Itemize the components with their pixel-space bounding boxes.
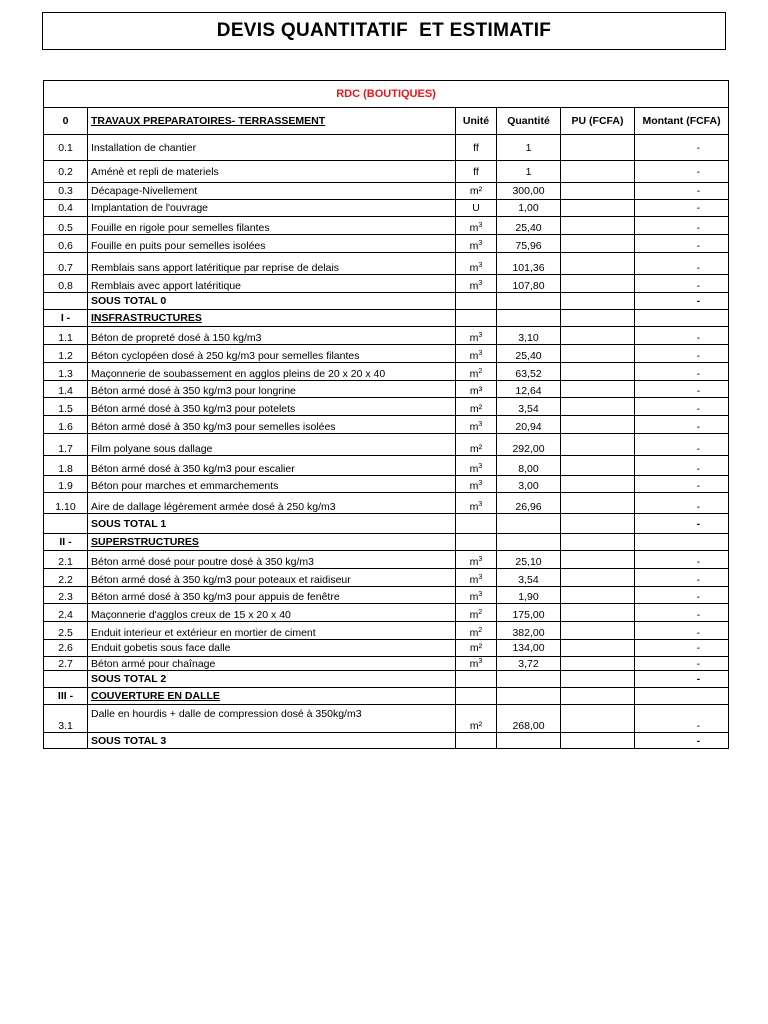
row-unit xyxy=(456,456,497,476)
row-unit-price xyxy=(561,705,635,733)
row-amount: - xyxy=(635,604,729,622)
row-amount xyxy=(635,534,729,551)
unit-label: m³ xyxy=(469,385,483,397)
row-amount: - xyxy=(635,456,729,476)
row-unit xyxy=(456,183,497,200)
unit-label: m xyxy=(469,262,479,274)
row-amount: - xyxy=(635,345,729,363)
section-heading: RDC (BOUTIQUES) xyxy=(44,81,729,108)
row-number: 0.4 xyxy=(44,200,88,217)
row-unit-price xyxy=(561,310,635,327)
row-description: Remblais sans apport latéritique par reprise de delais xyxy=(88,253,456,275)
row-quantity: 25,40 xyxy=(497,345,561,363)
subtotal-label: SOUS TOTAL 3 xyxy=(88,733,456,749)
unit-exponent: 3 xyxy=(478,240,483,247)
row-unit-price xyxy=(561,381,635,398)
row-unit xyxy=(456,253,497,275)
table-row xyxy=(44,416,729,434)
table-row xyxy=(44,135,729,161)
row-unit-price xyxy=(561,161,635,183)
unit-label: ff xyxy=(473,141,479,154)
table-row xyxy=(44,622,729,640)
row-quantity xyxy=(497,534,561,551)
section-number: II - xyxy=(44,534,88,551)
unit-exponent: 2 xyxy=(478,627,483,634)
row-description: Dalle en hourdis + dalle de compression dosé à 350kg/m3 xyxy=(88,705,456,733)
unit-label: U xyxy=(472,202,480,214)
row-number: 2.4 xyxy=(44,604,88,622)
row-number: 2.2 xyxy=(44,569,88,587)
unit-exponent: 3 xyxy=(478,463,483,470)
row-description: Implantation de l'ouvrage xyxy=(88,200,456,217)
subtotal-label: SOUS TOTAL 2 xyxy=(88,671,456,688)
unit-label: m xyxy=(469,609,479,621)
row-number xyxy=(44,293,88,310)
unit-label: m xyxy=(469,591,479,603)
row-quantity xyxy=(497,310,561,327)
row-number: 2.7 xyxy=(44,657,88,671)
row-description: Béton armé dosé à 350 kg/m3 pour semelles isolées xyxy=(88,416,456,434)
row-description: Aire de dallage légèrement armée dosé à 250 kg/m3 xyxy=(88,493,456,514)
row-description: Maçonnerie de soubassement en agglos pleins de 20 x 20 x 40 xyxy=(88,363,456,381)
row-number xyxy=(44,733,88,749)
row-number: 1.7 xyxy=(44,434,88,456)
row-unit-price xyxy=(561,135,635,161)
row-number: 2.3 xyxy=(44,587,88,604)
section-row xyxy=(44,688,729,705)
row-quantity: 20,94 xyxy=(497,416,561,434)
row-quantity: 107,80 xyxy=(497,275,561,293)
row-unit-price xyxy=(561,293,635,310)
row-unit-price xyxy=(561,493,635,514)
row-unit xyxy=(456,622,497,640)
row-amount: - xyxy=(635,327,729,345)
row-number xyxy=(44,671,88,688)
table-row xyxy=(44,569,729,587)
subtotal-label: SOUS TOTAL 0 xyxy=(88,293,456,310)
unit-label: m xyxy=(469,574,479,586)
row-unit-price xyxy=(561,514,635,534)
row-number: 1.1 xyxy=(44,327,88,345)
row-description: Béton pour marches et emmarchements xyxy=(88,476,456,493)
section-title-label: SUPERSTRUCTURES xyxy=(91,536,199,548)
row-number: 1.8 xyxy=(44,456,88,476)
row-amount xyxy=(635,688,729,705)
row-amount: - xyxy=(635,183,729,200)
row-description: Béton armé dosé à 350 kg/m3 pour escalier xyxy=(88,456,456,476)
section-number: I - xyxy=(44,310,88,327)
row-unit xyxy=(456,135,497,161)
header-description-label: TRAVAUX PREPARATOIRES- TERRASSEMENT xyxy=(91,115,326,127)
row-number: 1.3 xyxy=(44,363,88,381)
unit-label: m² xyxy=(469,642,483,654)
row-amount: - xyxy=(635,161,729,183)
row-unit xyxy=(456,640,497,657)
row-quantity xyxy=(497,293,561,310)
row-unit-price xyxy=(561,456,635,476)
row-number: 1.5 xyxy=(44,398,88,416)
row-description: Enduit interieur et extérieur en mortier de ciment xyxy=(88,622,456,640)
row-unit-price xyxy=(561,671,635,688)
table-row xyxy=(44,493,729,514)
row-unit xyxy=(456,217,497,235)
unit-exponent: 3 xyxy=(478,262,483,269)
row-number: 0.5 xyxy=(44,217,88,235)
section-row xyxy=(44,310,729,327)
row-unit-price xyxy=(561,253,635,275)
row-quantity: 3,54 xyxy=(497,569,561,587)
row-description: Maçonnerie d'agglos creux de 15 x 20 x 40 xyxy=(88,604,456,622)
row-unit xyxy=(456,534,497,551)
subtotal-amount: - xyxy=(635,293,729,310)
row-amount: - xyxy=(635,217,729,235)
row-unit-price xyxy=(561,551,635,569)
table-row xyxy=(44,275,729,293)
row-quantity xyxy=(497,733,561,749)
table-row xyxy=(44,381,729,398)
subtotal-row xyxy=(44,671,729,688)
unit-label: m xyxy=(469,463,479,475)
row-description: Béton armé dosé à 350 kg/m3 pour longrine xyxy=(88,381,456,398)
row-quantity: 1,00 xyxy=(497,200,561,217)
row-amount: - xyxy=(635,476,729,493)
unit-label: m² xyxy=(469,185,483,197)
row-description: Béton armé dosé à 350 kg/m3 pour poteaux et raidiseur xyxy=(88,569,456,587)
row-unit xyxy=(456,671,497,688)
row-amount: - xyxy=(635,434,729,456)
row-amount: - xyxy=(635,622,729,640)
row-unit-price xyxy=(561,604,635,622)
row-number: 0.6 xyxy=(44,235,88,253)
row-unit xyxy=(456,275,497,293)
row-quantity: 134,00 xyxy=(497,640,561,657)
unit-exponent: 3 xyxy=(478,222,483,229)
row-unit-price xyxy=(561,640,635,657)
header-quantity: Quantité xyxy=(497,108,561,135)
row-number: 0.7 xyxy=(44,253,88,275)
row-amount xyxy=(635,310,729,327)
table-row xyxy=(44,345,729,363)
table-row xyxy=(44,398,729,416)
row-quantity: 268,00 xyxy=(497,705,561,733)
row-description: Béton cyclopéen dosé à 250 kg/m3 pour semelles filantes xyxy=(88,345,456,363)
table-row xyxy=(44,161,729,183)
row-description: Béton armé dosé à 350 kg/m3 pour appuis de fenêtre xyxy=(88,587,456,604)
row-quantity: 12,64 xyxy=(497,381,561,398)
row-amount: - xyxy=(635,551,729,569)
row-unit xyxy=(456,587,497,604)
row-unit xyxy=(456,200,497,217)
section-title xyxy=(88,688,456,705)
unit-label: m xyxy=(469,421,479,433)
row-quantity xyxy=(497,514,561,534)
row-description: Béton armé pour chaînage xyxy=(88,657,456,671)
row-number: 3.1 xyxy=(44,705,88,733)
row-quantity: 292,00 xyxy=(497,434,561,456)
row-quantity: 101,36 xyxy=(497,253,561,275)
row-amount: - xyxy=(635,657,729,671)
row-quantity: 3,72 xyxy=(497,657,561,671)
table-row xyxy=(44,604,729,622)
header-amount: Montant (FCFA) xyxy=(635,108,729,135)
row-amount: - xyxy=(635,235,729,253)
row-number: 0.2 xyxy=(44,161,88,183)
row-number: 1.2 xyxy=(44,345,88,363)
row-unit xyxy=(456,381,497,398)
row-description: Fouille en puits pour semelles isolées xyxy=(88,235,456,253)
section-title-label: COUVERTURE EN DALLE xyxy=(91,690,220,702)
unit-label: m xyxy=(469,627,479,639)
row-quantity: 1,90 xyxy=(497,587,561,604)
row-unit xyxy=(456,657,497,671)
row-description: Film polyane sous dallage xyxy=(88,434,456,456)
row-unit-price xyxy=(561,398,635,416)
unit-label: m² xyxy=(469,403,483,415)
row-description: Fouille en rigole pour semelles filantes xyxy=(88,217,456,235)
table-row xyxy=(44,327,729,345)
row-unit-price xyxy=(561,688,635,705)
row-unit-price xyxy=(561,200,635,217)
row-number: 2.1 xyxy=(44,551,88,569)
row-amount: - xyxy=(635,569,729,587)
row-unit-price xyxy=(561,476,635,493)
row-description: Décapage-Nivellement xyxy=(88,183,456,200)
row-number: 1.10 xyxy=(44,493,88,514)
row-unit xyxy=(456,569,497,587)
page-title: DEVIS QUANTITATIF ET ESTIMATIF xyxy=(42,12,726,50)
unit-exponent: 3 xyxy=(478,480,483,487)
table-row xyxy=(44,253,729,275)
unit-exponent: 2 xyxy=(478,609,483,616)
unit-label: m² xyxy=(469,720,483,732)
row-unit-price xyxy=(561,622,635,640)
row-unit-price xyxy=(561,534,635,551)
row-amount: - xyxy=(635,275,729,293)
row-quantity: 1 xyxy=(497,135,561,161)
row-description: Enduit gobetis sous face dalle xyxy=(88,640,456,657)
row-unit xyxy=(456,345,497,363)
unit-label: m xyxy=(469,480,479,492)
row-amount: - xyxy=(635,363,729,381)
header-unit-price: PU (FCFA) xyxy=(561,108,635,135)
unit-exponent: 3 xyxy=(478,556,483,563)
table-row xyxy=(44,551,729,569)
section-title-label: INSFRASTRUCTURES xyxy=(91,312,202,324)
row-quantity xyxy=(497,688,561,705)
section-title xyxy=(88,310,456,327)
row-amount: - xyxy=(635,200,729,217)
unit-label: m xyxy=(469,350,479,362)
row-number: 2.6 xyxy=(44,640,88,657)
row-number: 1.4 xyxy=(44,381,88,398)
row-unit xyxy=(456,161,497,183)
row-amount: - xyxy=(635,135,729,161)
row-unit-price xyxy=(561,327,635,345)
section-number: III - xyxy=(44,688,88,705)
row-quantity xyxy=(497,671,561,688)
row-unit-price xyxy=(561,657,635,671)
row-quantity: 175,00 xyxy=(497,604,561,622)
unit-exponent: 3 xyxy=(478,501,483,508)
header-unit: Unité xyxy=(456,108,497,135)
row-unit-price xyxy=(561,275,635,293)
unit-exponent: 3 xyxy=(478,591,483,598)
unit-exponent: 3 xyxy=(478,280,483,287)
subtotal-row xyxy=(44,514,729,534)
row-unit-price xyxy=(561,733,635,749)
row-quantity: 63,52 xyxy=(497,363,561,381)
unit-label: m xyxy=(469,332,479,344)
row-amount: - xyxy=(635,705,729,733)
subtotal-amount: - xyxy=(635,671,729,688)
row-number: 1.9 xyxy=(44,476,88,493)
unit-label: m² xyxy=(469,443,483,455)
row-amount: - xyxy=(635,253,729,275)
table-row xyxy=(44,640,729,657)
row-unit xyxy=(456,493,497,514)
table-row xyxy=(44,200,729,217)
row-amount: - xyxy=(635,398,729,416)
section-row xyxy=(44,534,729,551)
table-row xyxy=(44,235,729,253)
row-number: 1.6 xyxy=(44,416,88,434)
row-unit xyxy=(456,416,497,434)
table-row xyxy=(44,183,729,200)
subtotal-amount: - xyxy=(635,733,729,749)
row-amount: - xyxy=(635,381,729,398)
row-unit-price xyxy=(561,235,635,253)
row-unit-price xyxy=(561,363,635,381)
row-number: 0.8 xyxy=(44,275,88,293)
header-description xyxy=(88,108,456,135)
unit-label: m xyxy=(469,556,479,568)
unit-label: m xyxy=(469,280,479,292)
unit-label: m xyxy=(469,501,479,513)
row-number: 0.3 xyxy=(44,183,88,200)
row-unit xyxy=(456,476,497,493)
row-quantity: 25,40 xyxy=(497,217,561,235)
unit-exponent: 3 xyxy=(478,574,483,581)
row-quantity: 1 xyxy=(497,161,561,183)
table-row xyxy=(44,657,729,671)
row-unit xyxy=(456,688,497,705)
unit-label: ff xyxy=(473,165,479,178)
unit-label: m xyxy=(469,658,479,670)
unit-exponent: 3 xyxy=(478,421,483,428)
row-description: Béton armé dosé pour poutre dosé à 350 kg/m3 xyxy=(88,551,456,569)
row-description: Remblais avec apport latéritique xyxy=(88,275,456,293)
table-row xyxy=(44,456,729,476)
row-unit xyxy=(456,398,497,416)
row-description: Installation de chantier xyxy=(88,135,456,161)
unit-label: m xyxy=(469,240,479,252)
row-description: Béton armé dosé à 350 kg/m3 pour potelets xyxy=(88,398,456,416)
row-amount: - xyxy=(635,640,729,657)
row-unit-price xyxy=(561,587,635,604)
row-unit xyxy=(456,363,497,381)
row-unit xyxy=(456,235,497,253)
estimate-table xyxy=(43,80,729,749)
table-row xyxy=(44,587,729,604)
subtotal-row xyxy=(44,293,729,310)
row-unit xyxy=(456,705,497,733)
row-unit xyxy=(456,310,497,327)
header-num: 0 xyxy=(44,108,88,135)
unit-label: m xyxy=(469,368,479,380)
row-description: Aménè et repli de materiels xyxy=(88,161,456,183)
row-unit xyxy=(456,327,497,345)
row-unit-price xyxy=(561,345,635,363)
unit-exponent: 3 xyxy=(478,658,483,665)
table-row xyxy=(44,476,729,493)
row-amount: - xyxy=(635,416,729,434)
subtotal-amount: - xyxy=(635,514,729,534)
row-unit-price xyxy=(561,434,635,456)
row-number: 0.1 xyxy=(44,135,88,161)
row-quantity: 8,00 xyxy=(497,456,561,476)
table-row xyxy=(44,705,729,733)
table-row xyxy=(44,217,729,235)
column-header-row xyxy=(44,108,729,135)
row-unit-price xyxy=(561,183,635,200)
row-quantity: 3,00 xyxy=(497,476,561,493)
row-amount: - xyxy=(635,493,729,514)
row-description: Béton de propreté dosé à 150 kg/m3 xyxy=(88,327,456,345)
row-unit xyxy=(456,434,497,456)
row-unit xyxy=(456,514,497,534)
unit-exponent: 3 xyxy=(478,350,483,357)
unit-exponent: 2 xyxy=(478,368,483,375)
row-unit-price xyxy=(561,569,635,587)
row-unit xyxy=(456,604,497,622)
row-quantity: 75,96 xyxy=(497,235,561,253)
row-unit xyxy=(456,551,497,569)
row-quantity: 382,00 xyxy=(497,622,561,640)
subtotal-label: SOUS TOTAL 1 xyxy=(88,514,456,534)
table-row xyxy=(44,363,729,381)
row-unit xyxy=(456,733,497,749)
unit-exponent: 3 xyxy=(478,332,483,339)
heading-row xyxy=(44,81,729,108)
unit-label: m xyxy=(469,222,479,234)
section-title xyxy=(88,534,456,551)
row-quantity: 300,00 xyxy=(497,183,561,200)
row-quantity: 3,54 xyxy=(497,398,561,416)
table-row xyxy=(44,434,729,456)
row-quantity: 25,10 xyxy=(497,551,561,569)
row-unit-price xyxy=(561,217,635,235)
row-unit-price xyxy=(561,416,635,434)
row-quantity: 26,96 xyxy=(497,493,561,514)
row-unit xyxy=(456,293,497,310)
row-number: 2.5 xyxy=(44,622,88,640)
row-amount: - xyxy=(635,587,729,604)
row-number xyxy=(44,514,88,534)
subtotal-row xyxy=(44,733,729,749)
row-quantity: 3,10 xyxy=(497,327,561,345)
